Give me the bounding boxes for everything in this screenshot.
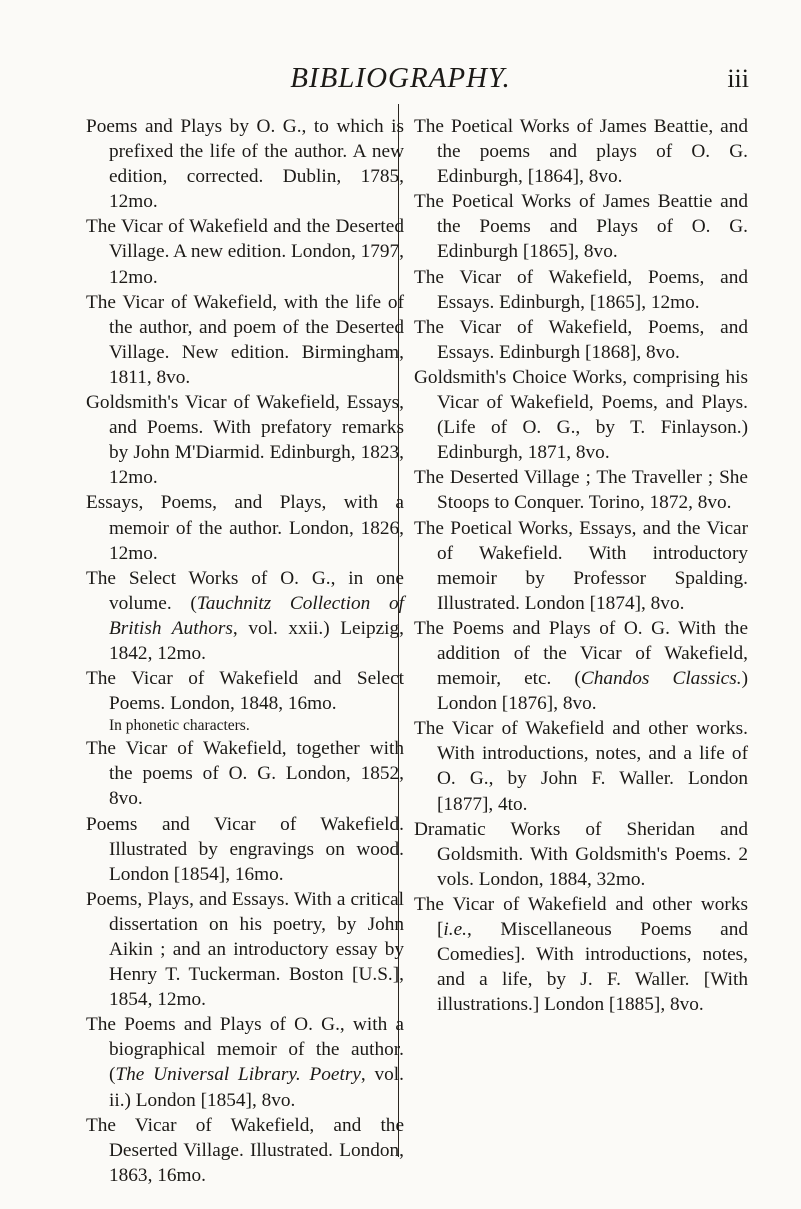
bibliography-entry: The Vicar of Wakefield, with the life of the author, and poem of the Deserted Village. New edition. Birmingham, 1811, 8vo.	[86, 291, 404, 388]
bibliography-entry: The Poetical Works, Essays, and the Vicar of Wakefield. With introductory memoir by Professor Spalding. Illustrated. London [1874], 8vo.	[414, 517, 748, 614]
bibliography-entry: Dramatic Works of Sheridan and Goldsmith. With Goldsmith's Poems. 2 vols. London, 1884, 32mo.	[414, 818, 748, 890]
bibliography-entry: The Poetical Works of James Beattie and the Poems and Plays of O. G. Edinburgh [1865], 8vo.	[414, 191, 748, 263]
abbreviation: i.e.	[443, 919, 467, 940]
bibliography-entry: The Vicar of Wakefield and Select Poems. London, 1848, 16mo.	[86, 668, 404, 715]
page-number: iii	[727, 64, 749, 93]
series-title: The Universal Library. Poetry	[115, 1064, 361, 1086]
bibliography-entry	[86, 1012, 404, 1112]
bibliography-entry: The Vicar of Wakefield and other works. With introductions, notes, and a life of O. G., by John F. Waller. London [1877], 4to.	[414, 718, 748, 815]
entry-text: The Poems and Plays of O. G. With the addition of the Vicar of Wakefield, memoir, etc. (	[414, 617, 748, 690]
page-header	[0, 62, 801, 102]
bibliography-entry: Goldsmith's Vicar of Wakefield, Essays, and Poems. With prefatory remarks by John M'Diarmid. Edinburgh, 1823, 12mo.	[86, 392, 404, 489]
bibliography-entry: Poems and Vicar of Wakefield. Illustrated by engravings on wood. London [1854], 16mo.	[86, 813, 404, 885]
entry-note: In phonetic characters.	[109, 717, 250, 735]
entry-text: ) London [1876], 8vo.	[437, 668, 748, 715]
series-title: Chandos Classics.	[580, 668, 742, 690]
series-title: Tauchnitz Collection of British Authors	[109, 592, 404, 639]
entry-text: , vol. xxii.) Leipzig, 1842, 12mo.	[109, 617, 404, 664]
entry-text: , vol. ii.) London [1854], 8vo.	[109, 1064, 404, 1111]
entry-text: The Poems and Plays of O. G., with a biographical memoir of the author. (	[86, 1014, 404, 1086]
bibliography-entry: Poems, Plays, and Essays. With a critical dissertation on his poetry, by John Aikin ; and an introductory essay by Henry T. Tuckerman. Boston [U.S.], 1854, 12mo.	[86, 888, 404, 1011]
entry-text: The Vicar of Wakefield and other works [	[414, 893, 748, 940]
bibliography-entry: The Vicar of Wakefield, Poems, and Essays. Edinburgh [1868], 8vo.	[414, 316, 748, 363]
bibliography-entry: Poems and Plays by O. G., to which is prefixed the life of the author. A new edition, corrected. Dublin, 1785, 12mo.	[86, 116, 404, 213]
bibliography-entry	[414, 616, 748, 716]
bibliography-entry: The Vicar of Wakefield, together with the poems of O. G. London, 1852, 8vo.	[86, 738, 404, 810]
bibliography-entry: The Poetical Works of James Beattie, and the poems and plays of O. G. Edinburgh, [1864], 8vo.	[414, 116, 748, 188]
bibliography-entry	[414, 892, 748, 1017]
right-column	[414, 114, 748, 1017]
entry-text: , Miscellaneous Poems and Comedies]. With introductions, notes, and a life, by J. F. Waller. [With illustrations.] London [1885], 8vo.	[437, 919, 748, 1016]
running-title: BIBLIOGRAPHY.	[290, 62, 511, 94]
bibliography-entry: Essays, Poems, and Plays, with a memoir of the author. London, 1826, 12mo.	[86, 492, 404, 564]
bibliography-entry: Goldsmith's Choice Works, comprising his Vicar of Wakefield, Poems, and Plays. (Life of O. G., by T. Finlayson.) Edinburgh, 1871, 8vo.	[414, 366, 748, 464]
bibliography-entry: The Vicar of Wakefield, and the Deserted Village. Illustrated. London, 1863, 16mo.	[86, 1114, 404, 1186]
bibliography-entry: The Deserted Village ; The Traveller ; She Stoops to Conquer. Torino, 1872, 8vo.	[414, 467, 748, 514]
bibliography-entry: The Vicar of Wakefield and the Deserted Village. A new edition. London, 1797, 12mo.	[86, 216, 404, 288]
left-column	[86, 114, 404, 1188]
entry-text: The Select Works of O. G., in one volume. (	[86, 567, 404, 614]
bibliography-entry	[86, 566, 404, 666]
bibliography-entry: The Vicar of Wakefield, Poems, and Essays. Edinburgh, [1865], 12mo.	[414, 266, 748, 313]
